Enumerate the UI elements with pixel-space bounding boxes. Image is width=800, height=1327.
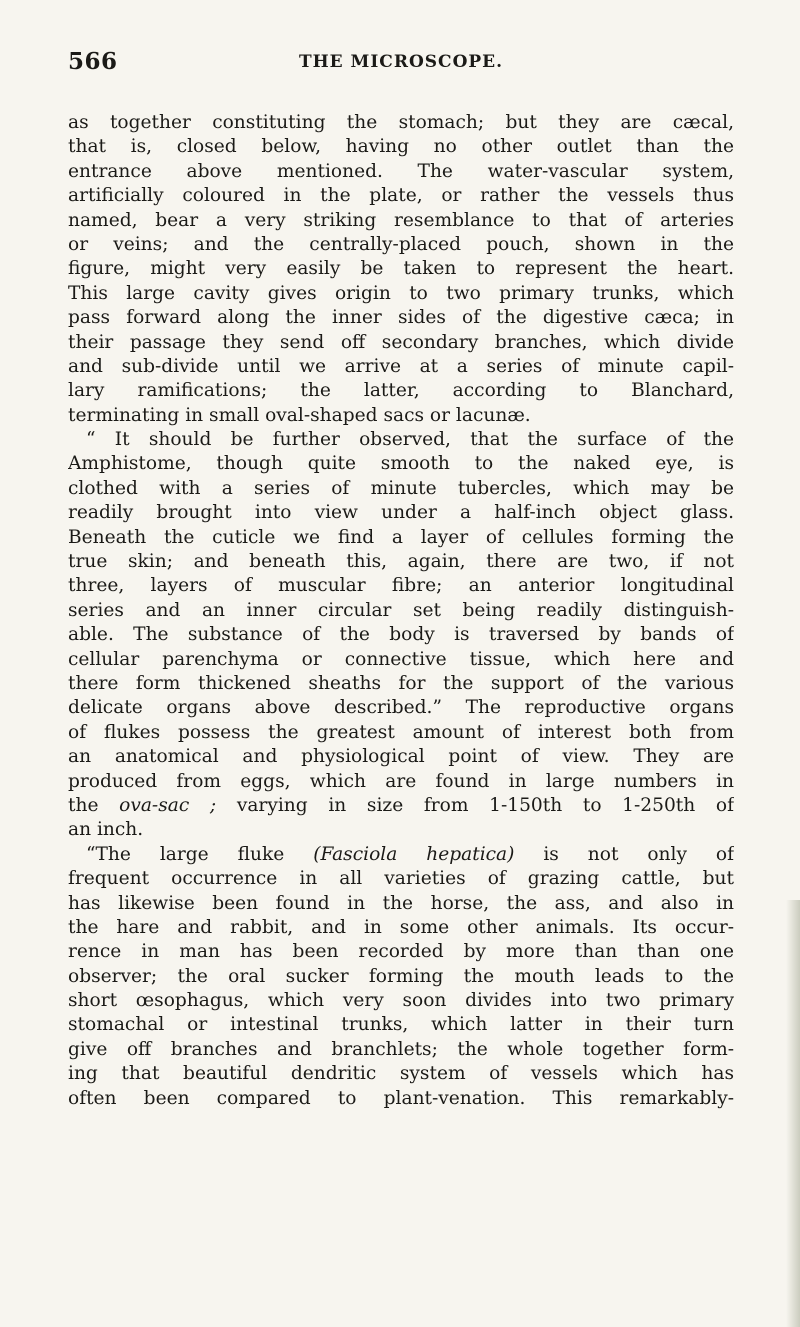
text-line: readily brought into view under a half-inch object glass.	[68, 502, 734, 524]
text-line: an anatomical and physiological point of view. They are	[68, 746, 734, 768]
text-line: their passage they send off secondary branches, which divide	[68, 331, 734, 353]
text-line: produced from eggs, which are found in large numbers in	[68, 770, 734, 792]
italic-term: ova-sac ;	[119, 794, 217, 816]
text-line: as together constituting the stomach; but they are cæcal,	[68, 112, 734, 133]
text-line: short œsophagus, which very soon divides into two primary	[68, 990, 734, 1012]
text-line: often been compared to plant-venation. This remarkably-	[68, 1087, 734, 1109]
page-edge-shadow	[786, 900, 800, 1327]
text-line: there form thickened sheaths for the support of the various	[68, 672, 734, 694]
text-fragment: the	[68, 794, 99, 816]
text-line: and sub-divide until we arrive at a series of minute capil-	[68, 355, 734, 377]
text-line: named, bear a very striking resemblance to that of arteries	[68, 209, 734, 231]
text-line: that is, closed below, having no other outlet than the	[68, 136, 734, 158]
text-line: series and an inner circular set being readily distinguish-	[68, 599, 734, 621]
text-line: entrance above mentioned. The water-vascular system,	[68, 160, 734, 182]
page-number: 566	[68, 48, 118, 75]
text-line: observer; the oral sucker forming the mouth leads to the	[68, 965, 734, 987]
text-line: true skin; and beneath this, again, there are two, if not	[68, 551, 734, 573]
running-head: THE MICROSCOPE.	[298, 52, 504, 72]
text-line: artificially coloured in the plate, or rather the vessels thus	[68, 185, 734, 207]
text-line-fasciola	[68, 843, 734, 867]
text-line: of flukes possess the greatest amount of interest both from	[68, 721, 734, 743]
text-line: an inch.	[68, 819, 144, 841]
text-line-ova-sac	[68, 794, 734, 818]
body-text	[68, 111, 734, 1111]
text-line: clothed with a series of minute tubercles, which may be	[68, 477, 734, 499]
italic-term: (Fasciola hepatica)	[313, 843, 515, 865]
text-line: rence in man has been recorded by more than than one	[68, 941, 734, 963]
text-line: delicate organs above described.” The reproductive organs	[68, 697, 734, 719]
text-fragment: varying in size from 1-150th to 1-250th of	[236, 794, 734, 816]
text-line: or veins; and the centrally-placed pouch, shown in the	[68, 233, 734, 255]
page-header	[68, 48, 734, 82]
text-line: give off branches and branchlets; the whole together form-	[68, 1038, 734, 1060]
text-line: stomachal or intestinal trunks, which latter in their turn	[68, 1014, 734, 1036]
text-line: Beneath the cuticle we find a layer of cellules forming the	[68, 526, 734, 548]
text-line: terminating in small oval-shaped sacs or lacunæ.	[68, 404, 531, 426]
text-line: pass forward along the inner sides of the digestive cæca; in	[68, 307, 734, 329]
text-fragment: “The large fluke	[86, 843, 285, 865]
text-line: three, layers of muscular fibre; an anterior longitudinal	[68, 575, 734, 597]
text-line: has likewise been found in the horse, the ass, and also in	[68, 892, 734, 914]
text-line: frequent occurrence in all varieties of grazing cattle, but	[68, 868, 734, 890]
text-line: “ It should be further observed, that the surface of the	[86, 429, 734, 451]
text-line: lary ramifications; the latter, according to Blanchard,	[68, 380, 734, 402]
text-line: This large cavity gives origin to two primary trunks, which	[68, 282, 734, 304]
text-line: Amphistome, though quite smooth to the naked eye, is	[68, 453, 734, 475]
text-line: the hare and rabbit, and in some other animals. Its occur-	[68, 916, 734, 938]
text-fragment: is not only of	[543, 843, 734, 865]
text-line: figure, might very easily be taken to represent the heart.	[68, 258, 734, 280]
text-line: cellular parenchyma or connective tissue, which here and	[68, 648, 734, 670]
text-line: able. The substance of the body is traversed by bands of	[68, 624, 734, 646]
text-line: ing that beautiful dendritic system of vessels which has	[68, 1063, 734, 1085]
